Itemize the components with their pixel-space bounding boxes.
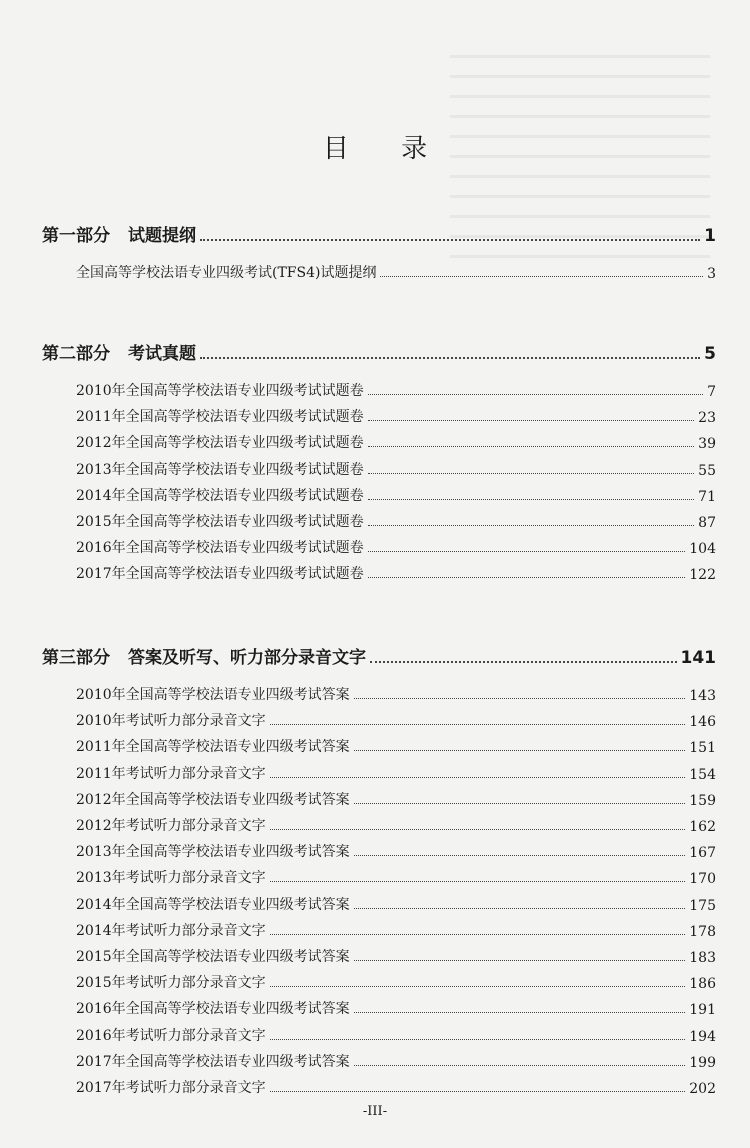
toc-entry-row[interactable] xyxy=(76,708,716,730)
entry-page-number: 104 xyxy=(689,541,716,558)
entry-title: 2011年考试听力部分录音文字 xyxy=(76,765,266,782)
toc-entry-row[interactable] xyxy=(76,483,716,505)
page-number-footer: -III- xyxy=(362,1104,388,1119)
entry-title: 2016年考试听力部分录音文字 xyxy=(76,1027,266,1044)
part-page-number: 5 xyxy=(704,344,716,364)
dot-leader xyxy=(368,445,695,447)
entry-page-number: 186 xyxy=(689,976,716,993)
toc-entry-row[interactable] xyxy=(76,813,716,835)
dot-leader xyxy=(368,524,695,526)
toc-entry-row[interactable] xyxy=(76,682,716,704)
dot-leader xyxy=(354,802,686,804)
entry-page-number: 154 xyxy=(689,766,716,783)
entry-page-number: 3 xyxy=(707,266,716,282)
toc-entry-row[interactable] xyxy=(76,430,716,452)
toc-entry-row[interactable] xyxy=(76,1023,716,1045)
entry-title: 2015年考试听力部分录音文字 xyxy=(76,975,266,992)
part-page-number: 141 xyxy=(680,648,716,668)
entry-page-number: 167 xyxy=(689,845,716,862)
dot-leader xyxy=(368,419,695,421)
entry-title: 2010年考试听力部分录音文字 xyxy=(76,713,266,730)
page-title: 目 录 xyxy=(322,134,450,164)
entry-title: 2017年全国高等学校法语专业四级考试答案 xyxy=(76,1053,350,1070)
toc-part-row[interactable] xyxy=(42,340,716,364)
entry-page-number: 87 xyxy=(698,515,716,531)
toc-entry-row[interactable] xyxy=(76,260,716,282)
dot-leader xyxy=(354,749,686,751)
dot-leader xyxy=(354,854,686,856)
entry-page-number: 183 xyxy=(689,950,716,966)
dot-leader xyxy=(270,776,686,778)
entry-page-number: 151 xyxy=(689,740,716,757)
entry-title: 2010年全国高等学校法语专业四级考试答案 xyxy=(76,687,350,703)
dot-leader xyxy=(380,275,703,277)
entry-page-number: 194 xyxy=(689,1028,716,1045)
entry-page-number: 143 xyxy=(689,688,716,704)
dot-leader xyxy=(270,985,686,987)
toc-entry-row[interactable] xyxy=(76,787,716,809)
part-label: 第三部分 xyxy=(42,648,110,668)
part-title: 试题提纲 xyxy=(128,226,196,246)
dot-leader xyxy=(200,356,700,359)
entry-title: 2011年全国高等学校法语专业四级考试试题卷 xyxy=(76,409,364,426)
toc-entry-row[interactable] xyxy=(76,457,716,479)
entry-title: 2015年全国高等学校法语专业四级考试试题卷 xyxy=(76,514,364,530)
toc-entry-row[interactable] xyxy=(76,734,716,756)
entry-page-number: 159 xyxy=(689,792,716,809)
toc-part-row[interactable] xyxy=(42,222,716,246)
dot-leader xyxy=(200,238,700,241)
entry-title: 2012年考试听力部分录音文字 xyxy=(76,818,266,834)
entry-page-number: 199 xyxy=(689,1054,716,1071)
dot-leader xyxy=(368,498,695,500)
entry-page-number: 202 xyxy=(689,1081,716,1097)
entry-title: 2016年全国高等学校法语专业四级考试试题卷 xyxy=(76,540,364,557)
entry-title: 2011年全国高等学校法语专业四级考试答案 xyxy=(76,739,350,756)
dot-leader xyxy=(270,828,686,830)
entry-title: 2013年全国高等学校法语专业四级考试答案 xyxy=(76,844,350,861)
dot-leader xyxy=(368,576,686,578)
entry-page-number: 175 xyxy=(689,897,716,914)
entry-title: 2014年全国高等学校法语专业四级考试试题卷 xyxy=(76,487,364,504)
dot-leader xyxy=(354,907,686,909)
toc-entry-row[interactable] xyxy=(76,1049,716,1071)
entry-page-number: 7 xyxy=(707,384,716,400)
entry-title: 2016年全国高等学校法语专业四级考试答案 xyxy=(76,1001,350,1018)
part-title: 答案及听写、听力部分录音文字 xyxy=(128,648,366,668)
part-page-number: 1 xyxy=(704,226,716,246)
dot-leader xyxy=(270,723,686,725)
entry-title: 2012年全国高等学校法语专业四级考试答案 xyxy=(76,791,350,808)
dot-leader xyxy=(270,1090,686,1092)
toc-entry-row[interactable] xyxy=(76,561,716,583)
dot-leader xyxy=(270,880,686,882)
toc-entry-row[interactable] xyxy=(76,996,716,1018)
dot-leader xyxy=(354,959,686,961)
entry-title: 2012年全国高等学校法语专业四级考试试题卷 xyxy=(76,435,364,452)
entry-title: 2015年全国高等学校法语专业四级考试答案 xyxy=(76,949,350,965)
toc-part-row[interactable] xyxy=(42,644,716,668)
entry-page-number: 162 xyxy=(689,819,716,835)
entry-page-number: 191 xyxy=(689,1002,716,1019)
toc-entry-row[interactable] xyxy=(76,865,716,887)
toc-entry-row[interactable] xyxy=(76,509,716,531)
toc-entry-row[interactable] xyxy=(76,918,716,940)
entry-title: 2014年全国高等学校法语专业四级考试答案 xyxy=(76,896,350,913)
dot-leader xyxy=(270,1038,686,1040)
dot-leader xyxy=(354,1011,686,1013)
dot-leader xyxy=(370,660,677,663)
entry-page-number: 55 xyxy=(698,462,716,479)
entry-page-number: 39 xyxy=(698,436,716,453)
part-label: 第一部分 xyxy=(42,226,110,246)
entry-page-number: 170 xyxy=(689,871,716,888)
dot-leader xyxy=(368,550,686,552)
toc-entry-row[interactable] xyxy=(76,1075,716,1097)
toc-entry-row[interactable] xyxy=(76,970,716,992)
dot-leader xyxy=(354,697,686,699)
part-title: 考试真题 xyxy=(128,344,196,364)
toc-entry-row[interactable] xyxy=(76,378,716,400)
entry-page-number: 71 xyxy=(698,488,716,505)
entry-title: 2014年考试听力部分录音文字 xyxy=(76,922,266,939)
part-label: 第二部分 xyxy=(42,344,110,364)
toc-entry-row[interactable] xyxy=(76,404,716,426)
entry-page-number: 178 xyxy=(689,923,716,940)
entry-page-number: 146 xyxy=(689,714,716,731)
entry-title: 全国高等学校法语专业四级考试(TFS4)试题提纲 xyxy=(76,265,377,281)
toc-entry-row[interactable] xyxy=(76,892,716,914)
toc-entry-row[interactable] xyxy=(76,839,716,861)
entry-title: 2013年考试听力部分录音文字 xyxy=(76,870,266,887)
dot-leader xyxy=(368,393,703,395)
entry-title: 2010年全国高等学校法语专业四级考试试题卷 xyxy=(76,383,364,399)
dot-leader xyxy=(354,1064,686,1066)
entry-title: 2013年全国高等学校法语专业四级考试试题卷 xyxy=(76,461,364,478)
dot-leader xyxy=(270,933,686,935)
entry-page-number: 122 xyxy=(689,567,716,584)
entry-title: 2017年考试听力部分录音文字 xyxy=(76,1080,266,1096)
dot-leader xyxy=(368,472,695,474)
toc-entry-row[interactable] xyxy=(76,944,716,966)
entry-page-number: 23 xyxy=(698,410,716,427)
toc-entry-row[interactable] xyxy=(76,761,716,783)
toc-entry-row[interactable] xyxy=(76,535,716,557)
entry-title: 2017年全国高等学校法语专业四级考试试题卷 xyxy=(76,566,364,583)
